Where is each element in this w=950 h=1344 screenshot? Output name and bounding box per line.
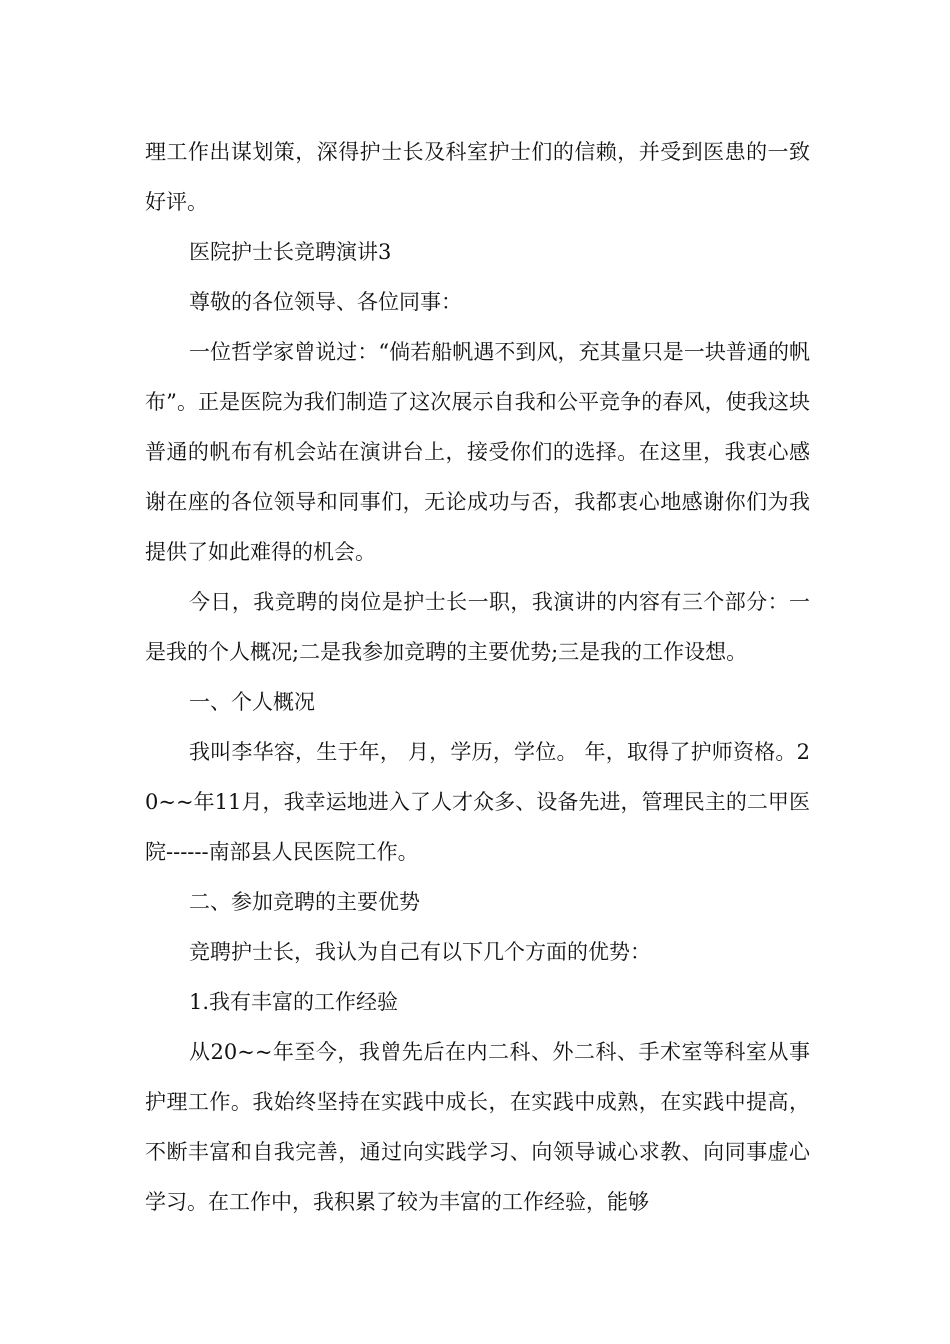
paragraph-advantages-intro: 竞聘护士长，我认为自己有以下几个方面的优势： bbox=[189, 940, 651, 964]
paragraph-personal: 我叫李华容，生于年， 月，学历，学位。 年，取得了护师资格。20~~年11月，我幸运地进入了人才众多、设备先进，管理民主的二甲医院------南部县人民医院工作。 bbox=[145, 740, 810, 864]
paragraph-experience: 从20~~年至今，我曾先后在内二科、外二科、手术室等科室从事护理工作。我始终坚持在实践中成长，在实践中成熟，在实践中提高，不断丰富和自我完善，通过向实践学习、向领导诚心求教、向同事虚心学习。在工作中，我积累了较为丰富的工作经验，能够 bbox=[145, 1040, 810, 1214]
paragraph-outline: 今日，我竞聘的岗位是护士长一职，我演讲的内容有三个部分：一是我的个人概况;二是我参加竞聘的主要优势;三是我的工作设想。 bbox=[145, 590, 810, 664]
salutation: 尊敬的各位领导、各位同事： bbox=[189, 290, 462, 314]
section-heading-personal: 一、个人概况 bbox=[189, 690, 315, 714]
paragraph-continuation: 理工作出谋划策，深得护士长及科室护士们的信赖，并受到医患的一致好评。 bbox=[145, 140, 810, 214]
subheading-experience: 1.我有丰富的工作经验 bbox=[189, 990, 399, 1014]
speech-title: 医院护士长竞聘演讲3 bbox=[189, 240, 392, 264]
section-heading-advantages: 二、参加竞聘的主要优势 bbox=[189, 890, 420, 914]
paragraph-opening: 一位哲学家曾说过：“倘若船帆遇不到风，充其量只是一块普通的帆布”。正是医院为我们制造了这次展示自我和公平竞争的春风，使我这块普通的帆布有机会站在演讲台上，接受你们的选择。在这里，我衷心感谢在座的各位领导和同事们，无论成功与否，我都衷心地感谢你们为我提供了如此难得的机会。 bbox=[145, 340, 810, 564]
document-body bbox=[145, 127, 810, 1227]
